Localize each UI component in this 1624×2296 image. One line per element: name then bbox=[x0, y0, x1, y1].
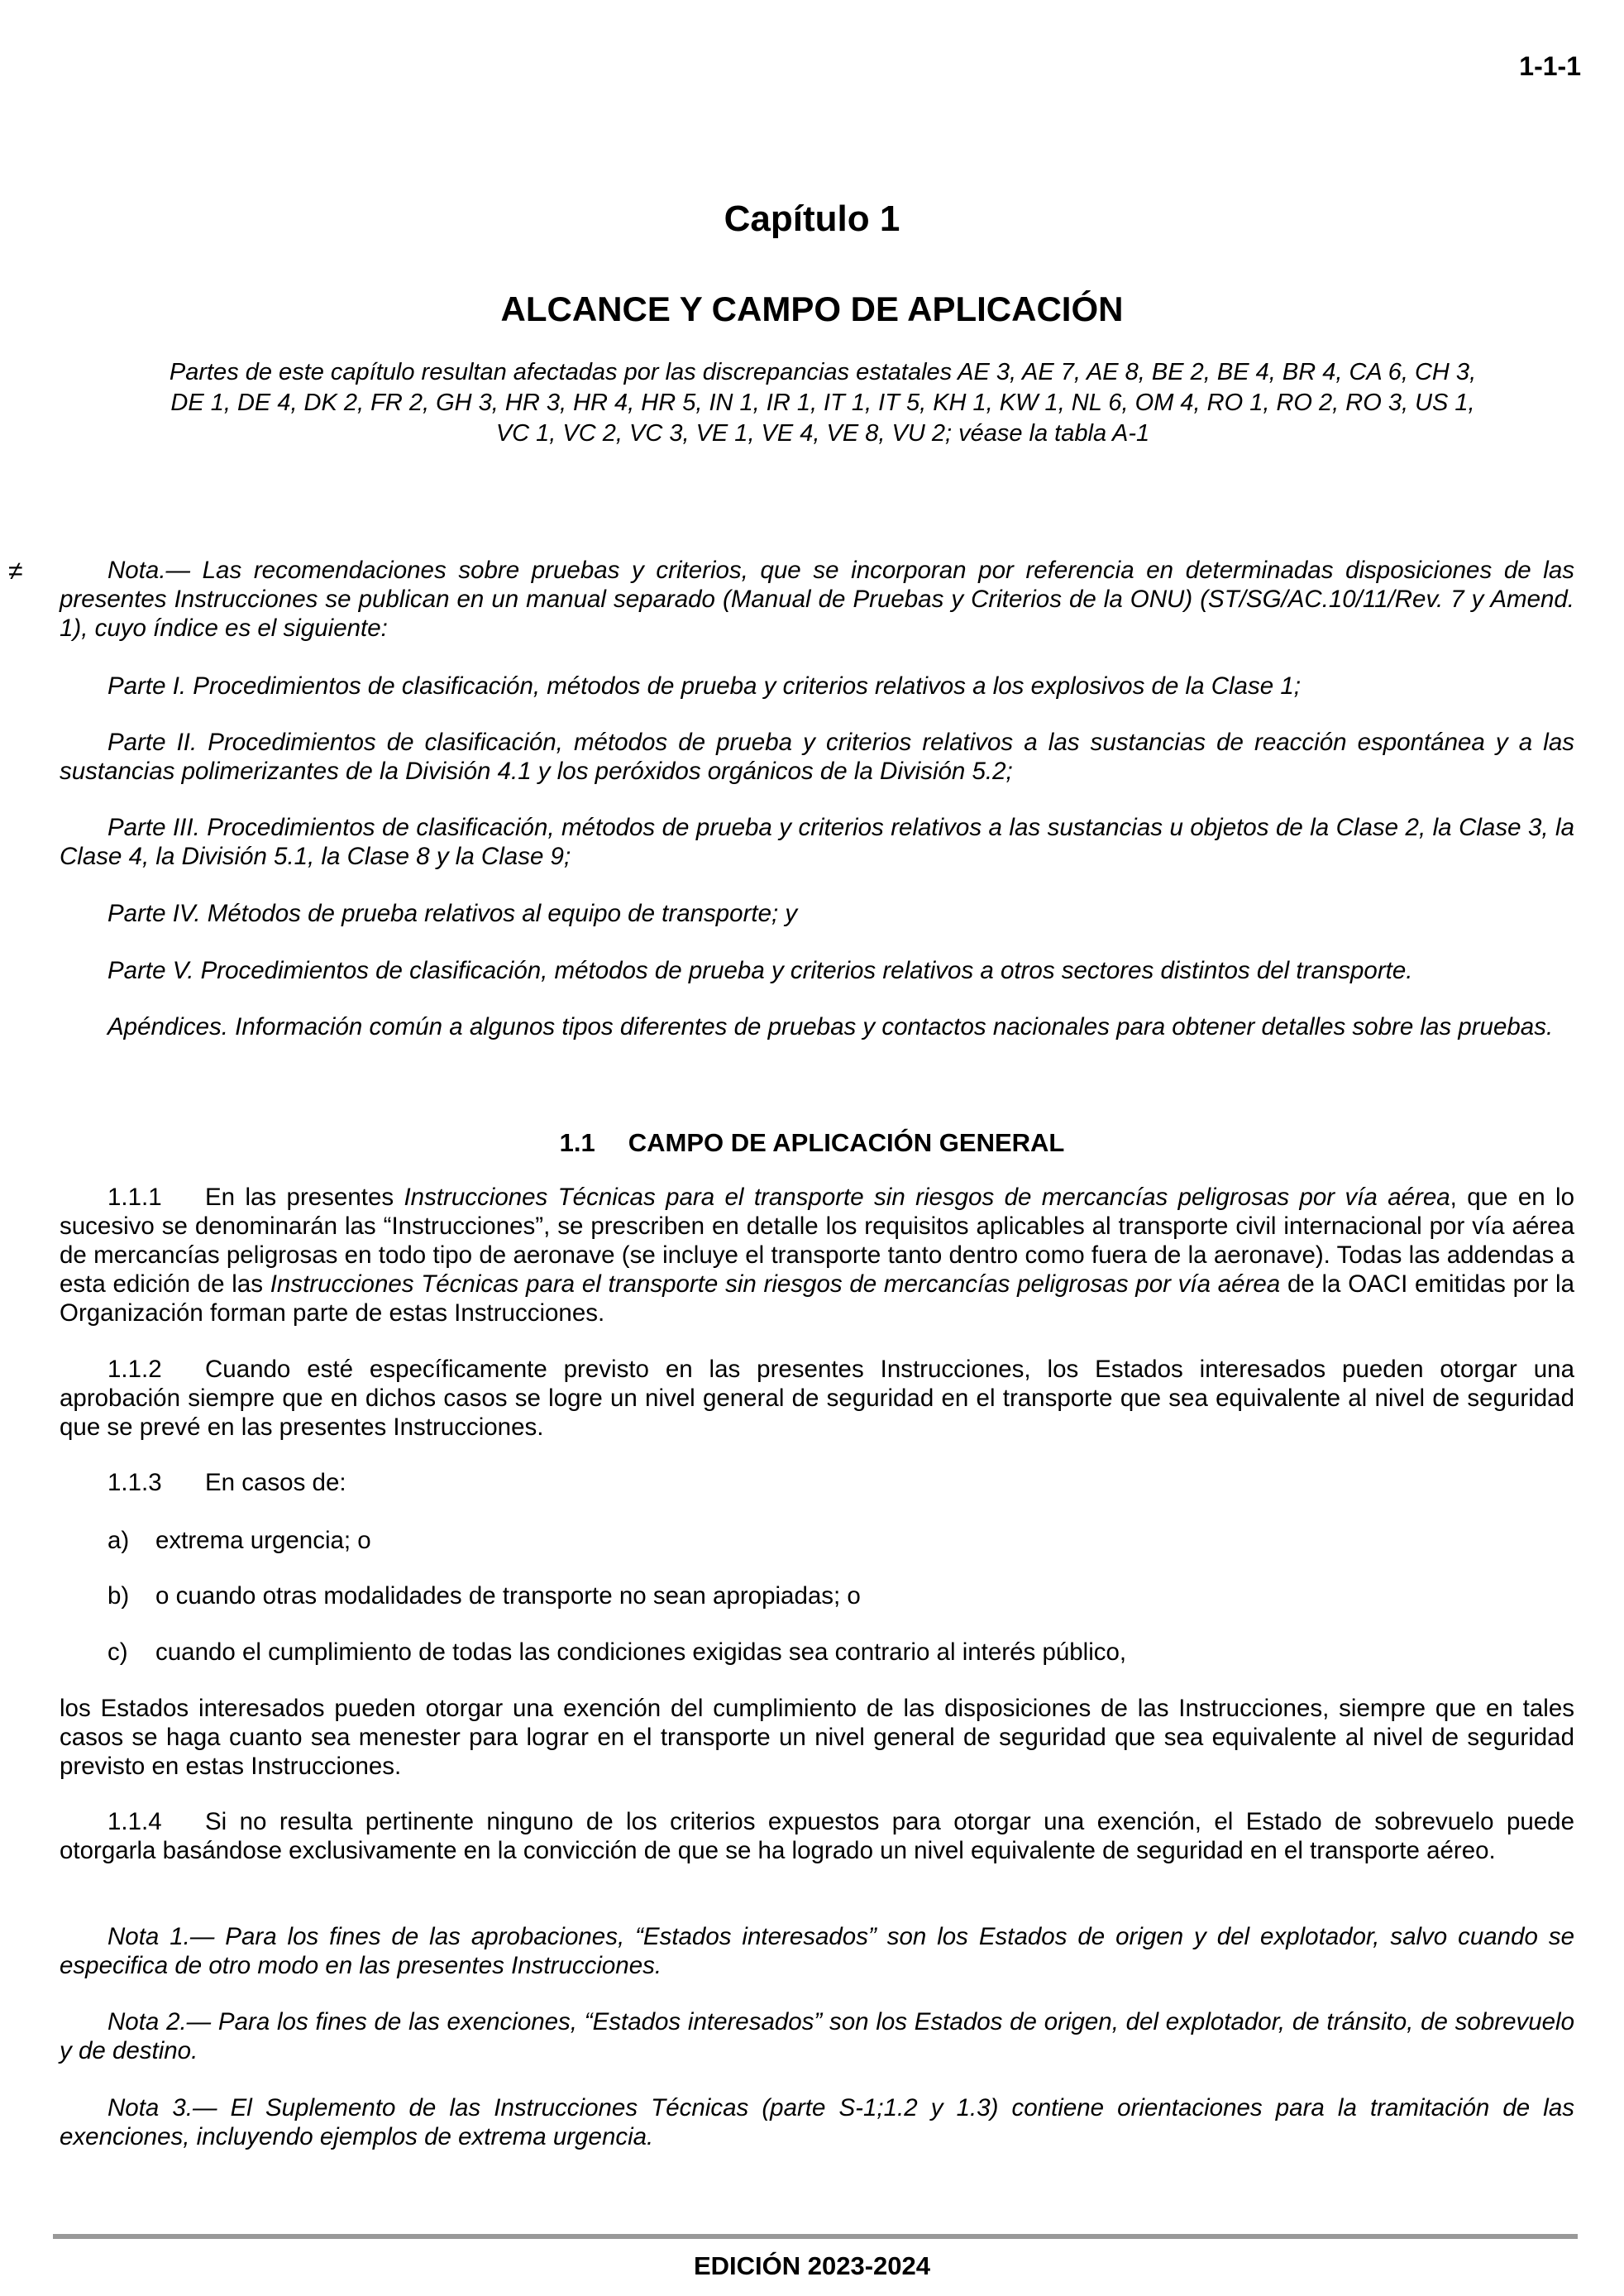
discrepancies-note bbox=[74, 357, 1571, 449]
un-manual-note bbox=[60, 556, 1574, 643]
note-part-1: Parte I. Procedimientos de clasificación, métodos de prueba y criterios relativos a los explosivos de la Clase 1; bbox=[107, 672, 1301, 700]
list-item-a: a) extrema urgencia; o bbox=[107, 1527, 371, 1554]
paragraph-1-1-1: 1.1.1 En las presentes Instrucciones Técnicas para el transporte sin riesgos de mercancías peligrosas por vía aérea, que en lo sucesivo se denominarán las “Instrucciones”, se prescriben en detalle los requisitos aplicables al transporte civil internacional por vía aérea de mercancías peligrosas en todo tipo de aeronave (se incluye el transporte tanto dentro como fuera de la aeronave). Todas las addendas a esta edición de las Instrucciones Técnicas para el transporte sin riesgos de mercancías peligrosas por vía aérea de la OACI emitidas por la Organización forman parte de estas Instrucciones. bbox=[60, 1184, 1574, 1327]
discrepancies-line: DE 1, DE 4, DK 2, FR 2, GH 3, HR 3, HR 4, HR 5, IN 1, IR 1, IT 1, IT 5, KH 1, KW 1, NL 6, OM 4, RO 1, RO 2, RO 3, US 1, bbox=[170, 390, 1475, 416]
page-number: 1-1-1 bbox=[1519, 51, 1581, 81]
paragraph-number: 1.1.3 bbox=[107, 1469, 162, 1496]
note-appendices: Apéndices. Información común a algunos tipos diferentes de pruebas y contactos nacionales para obtener detalles sobre las pruebas. bbox=[107, 1013, 1554, 1040]
manual-title: Manual de Pruebas y Criterios de la ONU bbox=[730, 586, 1185, 613]
edition-footer: EDICIÓN 2023-2024 bbox=[693, 2251, 931, 2280]
paragraph-number: 1.1.4 bbox=[107, 1808, 162, 1835]
paragraph-1-1-4: 1.1.4 Si no resulta pertinente ninguno de los criterios expuestos para otorgar una exención, el Estado de sobrevuelo puede otorgarla basándose exclusivamente en la convicción de que se ha logrado un nivel equivalente de seguridad en el transporte aéreo. bbox=[60, 1808, 1574, 1864]
footer-rule bbox=[53, 2234, 1578, 2239]
note-3: Nota 3.— El Suplemento de las Instrucciones Técnicas (parte S-1;1.2 y 1.3) contiene orientaciones para la tramitación de las exenciones, incluyendo ejemplos de extrema urgencia. bbox=[60, 2094, 1574, 2150]
paragraph-1-1-3-closing: los Estados interesados pueden otorgar una exención del cumplimiento de las disposiciones de las Instrucciones, siempre que en tales casos se haga cuanto sea menester para lograr en el transporte un nivel general de seguridad que sea equivalente al nivel de seguridad previsto en estas Instrucciones. bbox=[60, 1695, 1574, 1780]
chapter-heading: Capítulo 1 bbox=[724, 199, 900, 239]
discrepancies-line: Partes de este capítulo resultan afectadas por las discrepancias estatales AE 3, AE 7, AE 8, BE 2, BE 4, BR 4, CA 6, CH 3, bbox=[169, 359, 1477, 385]
discrepancy-marker: ≠ bbox=[8, 556, 23, 586]
note-1: Nota 1.— Para los fines de las aprobaciones, “Estados interesados” son los Estados de origen y del explotador, salvo cuando se especifica de otro modo en las presentes Instrucciones. bbox=[60, 1923, 1574, 1979]
discrepancies-line: VC 1, VC 2, VC 3, VE 1, VE 4, VE 8, VU 2; véase la tabla A-1 bbox=[495, 420, 1150, 447]
note-part-3: Parte III. Procedimientos de clasificación, métodos de prueba y criterios relativos a las sustancias u objetos de la Clase 2, la Clase 3, la Clase 4, la División 5.1, la Clase 8 y la Clase 9; bbox=[60, 814, 1574, 870]
note-text: Nota.— Las recomendaciones sobre pruebas y criterios, que se incorporan por referencia en determinadas disposiciones de las presentes Instrucciones se publican en un manual separado ( bbox=[60, 557, 1574, 613]
note-2: Nota 2.— Para los fines de las exenciones, “Estados interesados” son los Estados de origen, del explotador, de tránsito, de sobrevuelo y de destino. bbox=[60, 2008, 1574, 2064]
note-text: ) (ST/SG/AC.10/11/Rev. 7 y Amend. 1), cuyo índice es el siguiente: bbox=[60, 586, 1575, 642]
note-part-2: Parte II. Procedimientos de clasificación, métodos de prueba y criterios relativos a las sustancias de reacción espontánea y a las sustancias polimerizantes de la División 4.1 y los peróxidos orgánicos de la División 5.2; bbox=[60, 729, 1574, 785]
note-part-4: Parte IV. Métodos de prueba relativos al equipo de transporte; y bbox=[107, 900, 798, 927]
paragraph-1-1-3: 1.1.3 En casos de: bbox=[107, 1469, 346, 1496]
section-heading bbox=[0, 1128, 1624, 1158]
section-title: CAMPO DE APLICACIÓN GENERAL bbox=[628, 1128, 1065, 1157]
list-item-c: c) cuando el cumplimiento de todas las condiciones exigidas sea contrario al interés público, bbox=[107, 1638, 1127, 1666]
section-number: 1.1 bbox=[559, 1128, 595, 1157]
paragraph-1-1-2: 1.1.2 Cuando esté específicamente previsto en las presentes Instrucciones, los Estados interesados pueden otorgar una aprobación siempre que en dichos casos se logre un nivel general de seguridad en el transporte que sea equivalente al nivel de seguridad que se prevé en las presentes Instrucciones. bbox=[60, 1356, 1574, 1441]
paragraph-number: 1.1.1 bbox=[107, 1184, 162, 1211]
chapter-title: ALCANCE Y CAMPO DE APLICACIÓN bbox=[500, 289, 1124, 328]
note-part-5: Parte V. Procedimientos de clasificación, métodos de prueba y criterios relativos a otros sectores distintos del transporte. bbox=[107, 957, 1413, 984]
paragraph-number: 1.1.2 bbox=[107, 1356, 162, 1383]
list-item-b: b) o cuando otras modalidades de transporte no sean apropiadas; o bbox=[107, 1582, 861, 1610]
